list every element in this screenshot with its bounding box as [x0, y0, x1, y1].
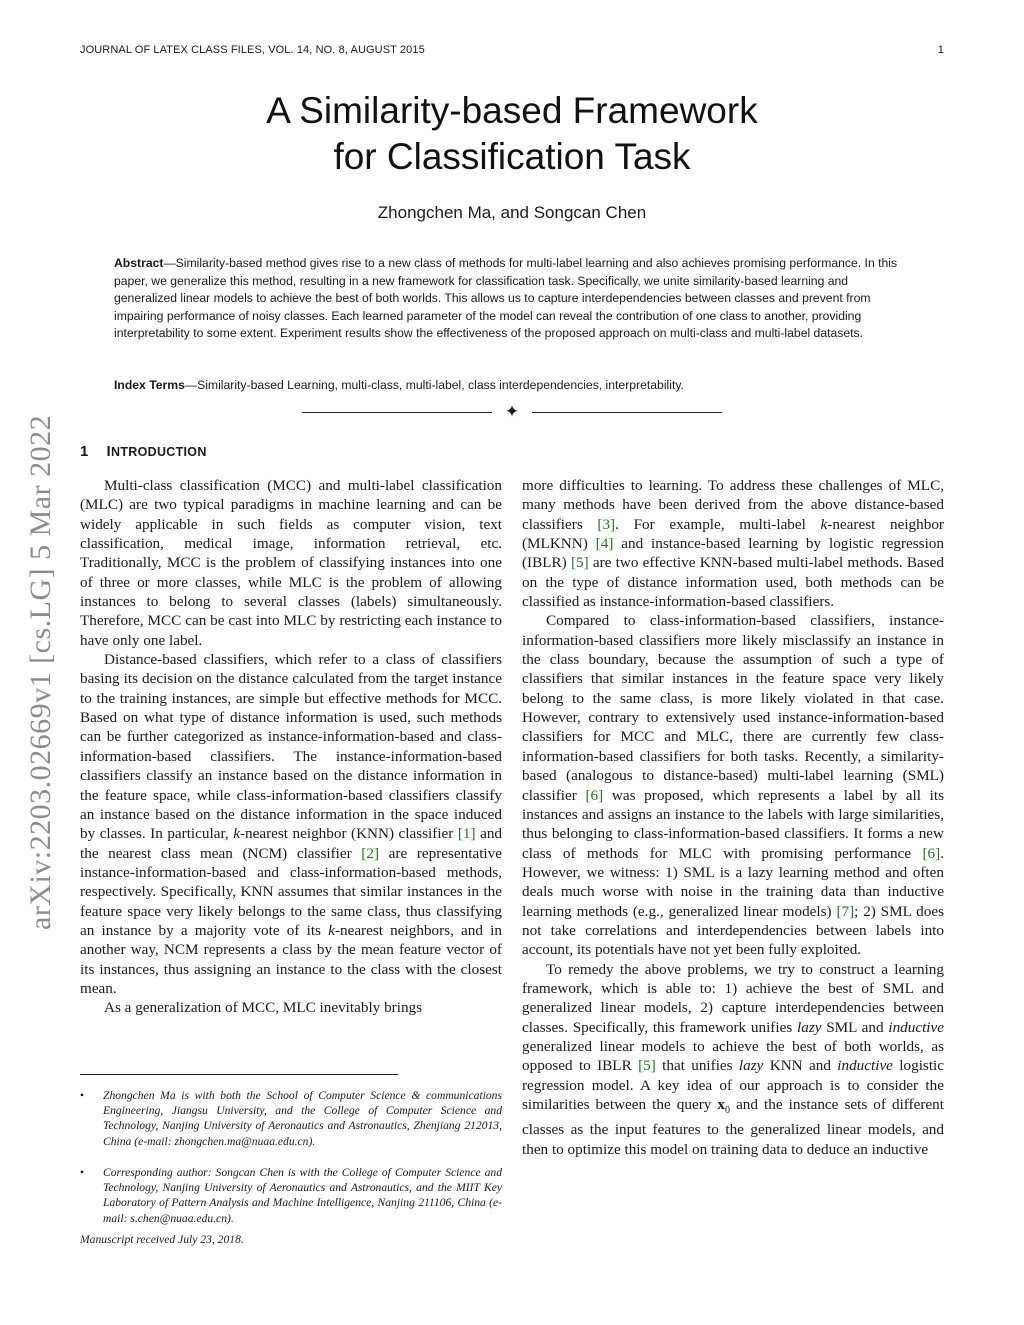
divider-star-icon: ✦	[504, 402, 520, 421]
footnote	[80, 1165, 502, 1226]
section-title-rest: NTRODUCTION	[111, 445, 207, 459]
citation-link[interactable]: [4]	[595, 535, 614, 553]
math-k: k	[328, 921, 335, 939]
arxiv-stamp: arXiv:2203.02669v1 [cs.LG] 5 Mar 2022	[24, 414, 57, 930]
emph-inductive: inductive	[888, 1018, 945, 1036]
paragraph: Compared to class-information-based classifiers, instance-information-based classifiers more likely misclassify an instance in the class boundary, because the assumption of such a type of classifiers that similar instances in the feature space very likely belong to the same class, is more likely violated in that case. However, contrary to extensively used instance-information-based classifiers for MCC and MLC, there are currently few class-information-based classifiers for both tasks. Recently, a similarity-based (analogous to distance-based) multi-label learning (SML) classifier [6] was proposed, which represents a label by all its instances and assigns an instance to the labels with large similarities, thus belonging to class-information-based classifiers. It forms a new class of methods for MLC with promising performance [6]. However, we witness: 1) SML is a lazy learning method and often deals much worse with noise in the training data than inductive learning methods (e.g., generalized linear models) [7]; 2) SML does not take correlations and interdependencies between labels into account, its potentials have not yet been fully exploited.	[522, 612, 944, 959]
divider-line-right	[532, 412, 722, 413]
running-header	[80, 44, 944, 62]
left-column	[80, 476, 502, 1018]
math-k: k	[820, 515, 828, 533]
citation-link[interactable]: [7]	[836, 902, 855, 920]
abstract-text: —Similarity-based method gives rise to a new class of methods for multi-label learning and also achieves promising performance. In this paper, we generalize this method, resulting in a new framework for classification task. Specifically, we unite similarity-based learning and generalized linear models to achieve the best of both worlds. This allows us to capture interdependencies between classes and prevent from impairing performance of noisy classes. Each learned parameter of the model can reveal the contribution of one class to another, providing interpretability to some extent. Experiment results show the effectiveness of the proposed approach on multi-class and multi-label datasets.	[114, 256, 898, 341]
index-terms-text: —Similarity-based Learning, multi-class, multi-label, class interdependencies, interpretability.	[184, 378, 684, 392]
bullet-icon: •	[80, 1089, 85, 1102]
authors: Zhongchen Ma, and Songcan Chen	[377, 203, 647, 222]
citation-link[interactable]: [5]	[638, 1057, 656, 1075]
citation-link[interactable]: [6]	[585, 786, 604, 804]
math-x0: $x_0$	[717, 1096, 731, 1117]
manuscript-received: Manuscript received July 23, 2018.	[80, 1233, 244, 1246]
citation-link[interactable]: [3]	[597, 515, 616, 533]
page-number: 1	[937, 44, 944, 56]
section-heading	[80, 443, 207, 460]
citation-link[interactable]: [2]	[361, 844, 380, 862]
footnote-text: Zhongchen Ma is with both the School of Computer Science & communications Engineering, Jiangsu University, and the College of Computer Science and Technology, Nanjing University of Aeronautics and Astronautics, Zhenjiang 212013, China (e-mail: zhongchen.ma@nuaa.edu.cn).	[103, 1089, 502, 1148]
section-title-initial: I	[106, 443, 111, 460]
index-terms-label: Index Terms	[114, 378, 185, 392]
math-k: k	[233, 825, 240, 843]
running-head-text: JOURNAL OF LATEX CLASS FILES, VOL. 14, NO. 8, AUGUST 2015	[80, 44, 425, 56]
paragraph: Multi-class classification (MCC) and multi-label classification (MLC) are two typical paradigms in machine learning and can be widely applicable in such fields as computer vision, text classification, medical image, information retrieval, etc. Traditionally, MCC is the problem of classifying instances into one of three or more classes, while MLC is the problem of allowing instances to belong to several classes (labels) simultaneously. Therefore, MCC can be cast into MLC by restricting each instance to have only one label.	[80, 477, 502, 649]
paragraph: Distance-based classifiers, which refer to a class of classifiers basing its decision on the distance calculated from the target instance to the training instances, are simple but effective methods for MCC. Based on what type of distance information is used, such methods can be further categorized as instance-information-based and class-information-based classifiers. The instance-information-based classifiers classify an instance based on the distance information in the feature space, while class-information-based classifiers classify an instance based on the distance information in the space induced by classes. In particular, k-nearest neighbor (KNN) classifier [1] and the nearest class mean (NCM) classifier [2] are representative instance-information-based and class-information-based methods, respectively. Specifically, KNN assumes that similar instances in the feature space very likely belongs to the same class, thus classifying an instance by a majority vote of its k-nearest neighbors, and in another way, NCM represents a class by the mean feature vector of its instances, thus assigning an instance to the class with the closest mean.	[80, 651, 503, 997]
paragraph: more difficulties to learning. To address these challenges of MLC, many methods have been derived from the above distance-based classifiers [3]. For example, multi-label k-nearest neighbor (MLKNN) [4] and instance-based learning by logistic regression (IBLR) [5] are two effective KNN-based multi-label methods. Based on the type of distance information used, both methods can be classified as instance-information-based classifiers.	[522, 477, 945, 611]
footnote-rule	[80, 1074, 398, 1075]
emph-inductive: inductive	[837, 1057, 893, 1075]
paragraph: As a generalization of MCC, MLC inevitably brings	[104, 999, 423, 1017]
section-divider	[302, 402, 722, 422]
title-line-2: for Classification Task	[333, 136, 691, 177]
divider-line-left	[302, 412, 492, 413]
bullet-icon: •	[80, 1166, 85, 1179]
paper-title	[0, 88, 1024, 180]
title-line-1: A Similarity-based Framework	[266, 90, 758, 131]
paragraph: To remedy the above problems, we try to construct a learning framework, which is able to: 1) achieve the best of SML and generalized linear models, 2) capture interdependencies between classes. Specifically, this framework unifies lazy SML and inductive generalized linear models to achieve the best of both worlds, as opposed to IBLR [5] that unifies lazy KNN and inductive logistic regression model. A key idea of our approach is to consider the similarities between the query $x_0$ and the instance sets of different classes as the input features to the generalized linear models, and then to optimize this model on training data to deduce an inductive	[522, 960, 945, 1158]
emph-lazy: lazy	[738, 1057, 764, 1075]
index-terms	[114, 377, 914, 395]
emph-lazy: lazy	[797, 1018, 822, 1036]
footnote-text: Corresponding author: Songcan Chen is with the College of Computer Science and Technology, Nanjing University of Aeronautics and Astronautics, and the MIIT Key Laboratory of Pattern Analysis and Machine Intelligence, Nanjing 211106, China (e-mail: s.chen@nuaa.edu.cn).	[103, 1166, 502, 1225]
abstract	[114, 255, 914, 343]
footnote	[80, 1088, 502, 1149]
right-column	[522, 476, 944, 1159]
abstract-label: Abstract	[114, 256, 164, 270]
section-number: 1	[80, 443, 89, 460]
citation-link[interactable]: [6]	[922, 844, 941, 862]
citation-link[interactable]: [1]	[457, 825, 476, 843]
citation-link[interactable]: [5]	[570, 554, 589, 572]
